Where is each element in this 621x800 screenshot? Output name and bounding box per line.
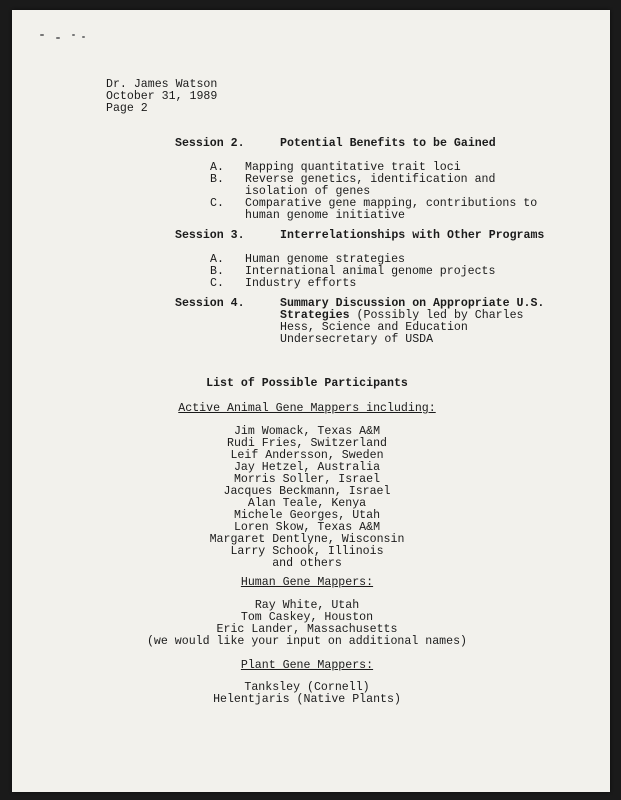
participant-name: Rudi Fries, Switzerland: [226, 437, 388, 450]
participant-name: Tanksley (Cornell): [244, 681, 370, 694]
recipient-name: Dr. James Watson: [106, 78, 218, 91]
list-item: [210, 198, 550, 222]
session-label: Session 2.: [175, 137, 245, 150]
plant-mappers-heading: Plant Gene Mappers:: [240, 659, 374, 672]
participant-name: Jim Womack, Texas A&M: [233, 425, 381, 438]
plant-mappers-list: [8, 682, 606, 706]
item-text: Reverse genetics, identification and: [245, 173, 496, 186]
session-title: Summary Discussion on Appropriate U.S.: [280, 297, 545, 310]
item-text: Industry efforts: [245, 277, 357, 290]
item-letter: A.: [210, 253, 224, 266]
participant-name: Margaret Dentlyne, Wisconsin: [209, 533, 405, 546]
item-text: International animal genome projects: [245, 265, 496, 278]
session-title: Interrelationships with Other Programs: [280, 229, 545, 242]
page-header: [106, 79, 217, 115]
animal-mappers-list: [8, 426, 606, 570]
session-note: (Possibly led by Charles: [349, 309, 524, 322]
item-text: Comparative gene mapping, contributions to: [245, 197, 538, 210]
participant-name: Jacques Beckmann, Israel: [223, 485, 391, 498]
item-letter: B.: [210, 265, 224, 278]
item-letter: C.: [210, 197, 224, 210]
participant-name: Leif Andersson, Sweden: [230, 449, 384, 462]
participant-name: Ray White, Utah: [254, 599, 360, 612]
participant-name: Morris Soller, Israel: [233, 473, 381, 486]
human-mappers-list: [8, 600, 606, 648]
session-title-strategies: Strategies: [280, 309, 350, 322]
session-title: Potential Benefits to be Gained: [280, 137, 496, 150]
participant-name: Helentjaris (Native Plants): [213, 693, 401, 706]
participant-name: Michele Georges, Utah: [233, 509, 381, 522]
participant-name: Eric Lander, Massachusetts: [216, 623, 398, 636]
item-text: Human genome strategies: [245, 253, 406, 266]
page-number: Page 2: [106, 102, 148, 115]
participant-name: (we would like your input on additional names): [146, 635, 468, 648]
session-label: Session 4.: [175, 297, 245, 310]
item-text: isolation of genes: [245, 185, 371, 198]
session-note: Undersecretary of USDA: [280, 333, 434, 346]
participant-name: Jay Hetzel, Australia: [233, 461, 381, 474]
letter-body: [12, 10, 610, 792]
list-item: [210, 278, 550, 290]
item-letter: B.: [210, 173, 224, 186]
item-text: human genome initiative: [245, 209, 406, 222]
human-mappers-heading: Human Gene Mappers:: [240, 576, 374, 589]
item-letter: C.: [210, 277, 224, 290]
session-label: Session 3.: [175, 229, 245, 242]
participant-name: Loren Skow, Texas A&M: [233, 521, 381, 534]
session-items: [210, 254, 550, 290]
participants-heading: List of Possible Participants: [206, 377, 408, 390]
participant-name: and others: [272, 557, 342, 570]
document-page: [12, 10, 610, 792]
item-text: Mapping quantitative trait loci: [245, 161, 461, 174]
item-letter: A.: [210, 161, 224, 174]
session-4-description: [280, 298, 570, 346]
session-items: [210, 162, 550, 222]
participant-name: Larry Schook, Illinois: [230, 545, 384, 558]
participant-name: Tom Caskey, Houston: [240, 611, 374, 624]
participant-name: Alan Teale, Kenya: [247, 497, 367, 510]
animal-mappers-heading: Active Animal Gene Mappers including:: [178, 402, 436, 415]
letter-date: October 31, 1989: [106, 90, 218, 103]
session-note: Hess, Science and Education: [280, 321, 468, 334]
list-item: [210, 174, 550, 198]
